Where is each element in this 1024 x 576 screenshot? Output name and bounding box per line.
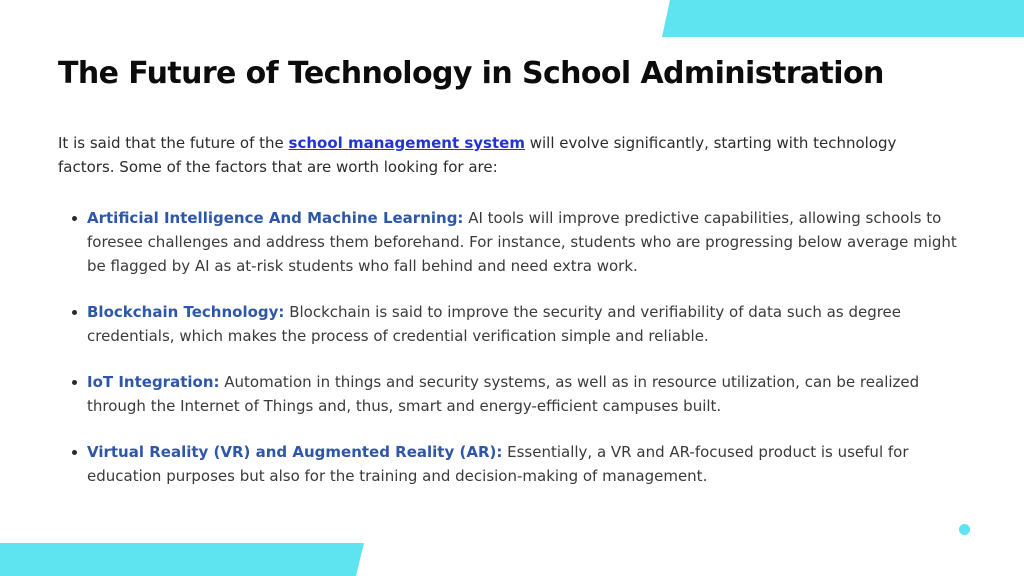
list-item-term: Blockchain Technology: — [87, 303, 285, 321]
school-management-system-link[interactable]: school management system — [288, 134, 525, 152]
list-item-vr-ar — [58, 440, 958, 488]
top-right-accent-shape — [662, 0, 1024, 37]
bottom-left-accent-shape — [0, 543, 364, 576]
list-item-text: Essentially, a VR and AR-focused product is useful for education purposes but also for the training and decision-making of management. — [87, 443, 909, 485]
bullet-dot-icon — [72, 216, 77, 221]
page-title: The Future of Technology in School Administration — [58, 56, 884, 91]
bullet-dot-icon — [72, 310, 77, 315]
intro-text-before: It is said that the future of the — [58, 134, 289, 152]
factors-list — [58, 206, 958, 510]
bullet-dot-icon — [72, 450, 77, 455]
list-item-text: AI tools will improve predictive capabilities, allowing schools to foresee challenges and address them beforehand. For instance, students who are progressing below average might be flagged by AI as at-risk students who fall behind and need extra work. — [87, 209, 957, 275]
list-item-blockchain — [58, 300, 958, 348]
list-item-term: Artificial Intelligence And Machine Learning: — [87, 209, 464, 227]
list-item-iot — [58, 370, 958, 418]
list-item-term: IoT Integration: — [87, 373, 220, 391]
list-item-text: Blockchain is said to improve the security and verifiability of data such as degree credentials, which makes the process of credential verification simple and reliable. — [87, 303, 902, 345]
intro-text-after: will evolve significantly, starting with technology factors. Some of the factors that are worth looking for are: — [58, 134, 897, 176]
list-item-ai-ml — [58, 206, 958, 278]
list-item-text: Automation in things and security systems, as well as in resource utilization, can be realized through the Internet of Things and, thus, smart and energy-efficient campuses built. — [87, 373, 920, 415]
intro-paragraph — [58, 131, 918, 179]
bullet-dot-icon — [72, 380, 77, 385]
list-item-term: Virtual Reality (VR) and Augmented Reality (AR): — [87, 443, 503, 461]
accent-dot — [959, 524, 970, 535]
